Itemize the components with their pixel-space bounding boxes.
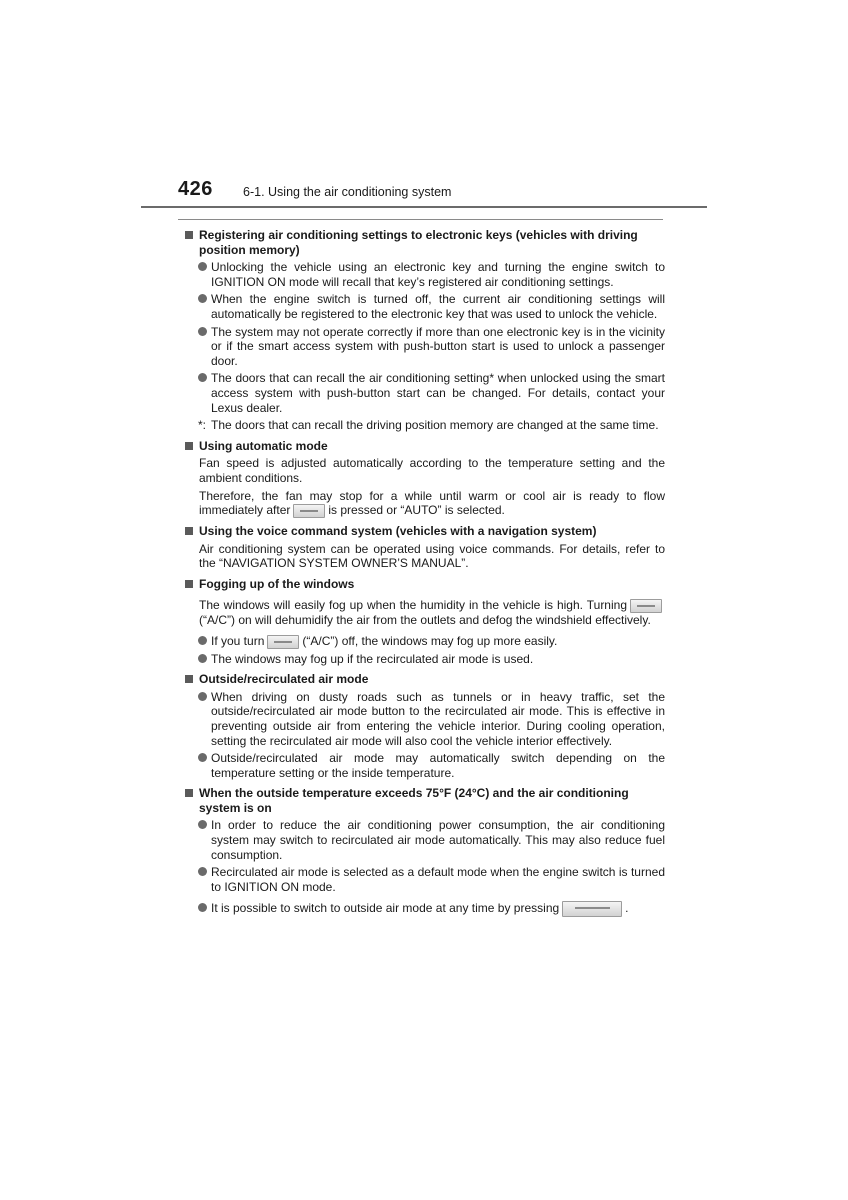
list-item: Unlocking the vehicle using an electronic key and turning the engine switch to IGNITION ON mode will recall that key’s registered air conditioning settings.	[185, 260, 665, 289]
round-bullet-icon	[198, 327, 207, 336]
ac-button-icon	[630, 599, 662, 613]
section-heading: Using the voice command system (vehicles with a navigation system)	[185, 524, 665, 539]
square-bullet-icon	[185, 675, 193, 683]
footnote: *: The doors that can recall the driving position memory are changed at the same time.	[198, 418, 659, 433]
page-content	[185, 228, 665, 917]
section-heading: Registering air conditioning settings to electronic keys (vehicles with driving position memory)	[185, 228, 665, 257]
outside-air-auto-button-icon	[562, 901, 622, 917]
round-bullet-icon	[198, 373, 207, 382]
square-bullet-icon	[185, 789, 193, 797]
list-item: The windows may fog up if the recirculated air mode is used.	[185, 652, 665, 667]
ac-button-icon	[267, 635, 299, 649]
round-bullet-icon	[198, 867, 207, 876]
square-bullet-icon	[185, 442, 193, 450]
round-bullet-icon	[198, 753, 207, 762]
round-bullet-icon	[198, 654, 207, 663]
list-item: When the engine switch is turned off, the current air conditioning settings will automatically be registered to the electronic key that was used to unlock the vehicle.	[185, 292, 665, 321]
round-bullet-icon	[198, 262, 207, 271]
square-bullet-icon	[185, 527, 193, 535]
auto-button-icon	[293, 504, 325, 518]
paragraph: Fan speed is adjusted automatically according to the temperature setting and the ambient conditions.	[199, 456, 665, 485]
paragraph: Air conditioning system can be operated using voice commands. For details, refer to the “NAVIGATION SYSTEM OWNER’S MANUAL”.	[199, 541, 665, 571]
list-item: When driving on dusty roads such as tunnels or in heavy traffic, set the outside/recirculated air mode button to the recirculated air mode. This is effective in preventing outside air from entering the vehicle interior. During cooling operation, setting the recirculated air mode will also cool the vehicle interior effectively.	[185, 690, 665, 748]
round-bullet-icon	[198, 692, 207, 701]
section-heading: Fogging up of the windows	[185, 577, 665, 592]
section-heading: Outside/recirculated air mode	[185, 672, 665, 687]
round-bullet-icon	[198, 294, 207, 303]
round-bullet-icon	[198, 636, 207, 645]
list-item: The doors that can recall the air conditioning setting* when unlocked using the smart access system with push-button start can be changed. For details, contact your Lexus dealer.	[185, 371, 665, 415]
list-item: It is possible to switch to outside air mode at any time by pressing .	[185, 901, 665, 917]
round-bullet-icon	[198, 820, 207, 829]
section-title: 6-1. Using the air conditioning system	[243, 185, 452, 199]
square-bullet-icon	[185, 580, 193, 588]
list-item: If you turn (“A/C”) off, the windows may fog up more easily.	[185, 634, 665, 649]
list-item: In order to reduce the air conditioning power consumption, the air conditioning system may switch to recirculated air mode automatically. This may also reduce fuel consumption.	[185, 818, 665, 862]
header-rule	[141, 206, 707, 208]
paragraph: The windows will easily fog up when the humidity in the vehicle is high. Turning (“A/C”) on will dehumidify the air from the outlets and defog the windshield effectively.	[185, 598, 665, 627]
section-heading: Using automatic mode	[185, 439, 665, 454]
round-bullet-icon	[198, 903, 207, 912]
square-bullet-icon	[185, 231, 193, 239]
list-item: Recirculated air mode is selected as a default mode when the engine switch is turned to IGNITION ON mode.	[185, 865, 665, 894]
page-header	[0, 178, 848, 218]
paragraph: Therefore, the fan may stop for a while until warm or cool air is ready to flow immediately after is pressed or “AUTO” is selected.	[199, 488, 665, 518]
section-heading: When the outside temperature exceeds 75°F (24°C) and the air conditioning system is on	[185, 786, 665, 815]
list-item: The system may not operate correctly if more than one electronic key is in the vicinity or if the smart access system with push-button start is used to unlock a passenger door.	[185, 325, 665, 369]
content-rule	[178, 219, 663, 220]
list-item: Outside/recirculated air mode may automatically switch depending on the temperature setting or the inside temperature.	[185, 751, 665, 780]
page-number: 426	[178, 178, 213, 200]
